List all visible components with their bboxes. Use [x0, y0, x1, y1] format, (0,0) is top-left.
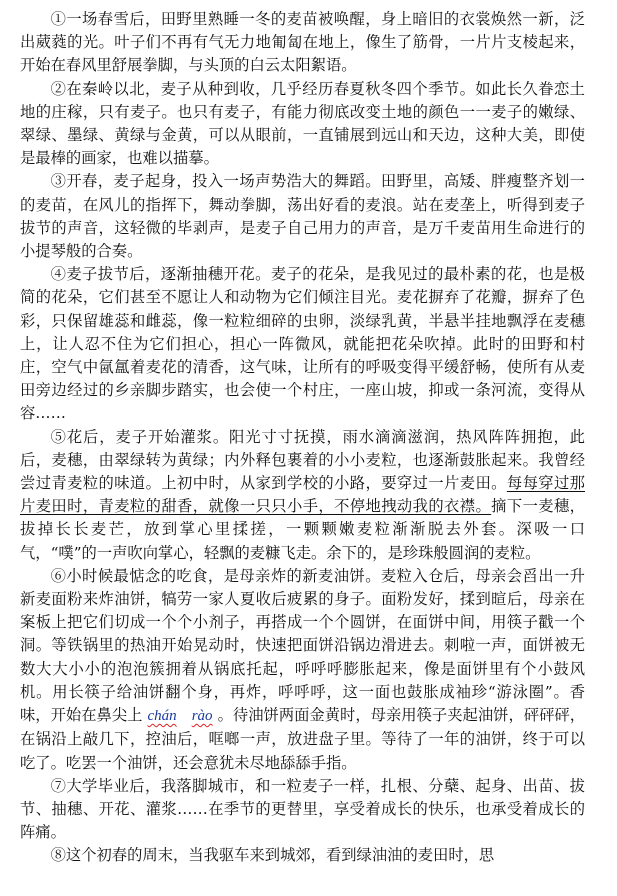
paragraph-number: ③	[50, 172, 67, 191]
paragraph-text: 在秦岭以北，麦子从种到收，几乎经历春夏秋冬四个季节。如此长久眷恋土地的庄稼，只有麦子。也只有麦子，有能力彻底改变土地的颜色一一麦子的嫩绿、翠绿、墨绿、黄绿与金黄，可以从眼前，一直铺展到远山和天边，这种大美，即使是最棒的画家，也难以描摹。	[20, 79, 585, 168]
paragraph-number: ⑦	[50, 776, 67, 795]
paragraph-text: 开春，麦子起身，投入一场声势浩大的舞蹈。田野里，高矮、胖瘦整齐划一的麦苗，在风儿的指挥下，舞动拳脚，荡出好看的麦浪。站在麦垄上，听得到麦子拔节的声音，这轻微的毕剥声，是麦子自己用力的声音，是万千麦苗用生命进行的小提琴般的合奏。	[20, 172, 585, 261]
paragraph-4	[20, 263, 585, 425]
paragraph-1	[20, 8, 585, 78]
paragraph-text: 这个初春的周末，当我驱车来到城郊，看到绿油油的麦田时，思	[65, 846, 495, 865]
paragraph-number: ⑥	[50, 566, 67, 585]
paragraph-text: 花后，麦子开始灌浆。阳光寸寸抚摸，雨水滴滴滋润，热风阵阵拥抱，此后，麦穗，由翠绿转为黄绿；内外释包裹着的小小麦粒，也逐渐鼓胀起来。我曾经尝过青麦粒的味道。上初中时，从家到学校的小路，要穿过一片麦田。	[20, 427, 585, 493]
paragraph-text: 大学毕业后，我落脚城市，和一粒麦子一样，扎根、分蘖、起身、出苗、拔节、抽穗、开花、灌浆……在季节的更替里，享受着成长的快乐，也承受着成长的阵痛。	[20, 776, 585, 842]
paragraph-3	[20, 170, 585, 263]
paragraph-number: ①	[50, 10, 67, 28]
paragraph-text-continued: 摘下一麦穗，拔掉长长麦芒，放到掌心里揉搓，一颗颗嫩麦粒渐渐脱去外套。深吸一口气，“噗”的一声吹向掌心，轻飘的麦糠飞走。余下的，是珍珠般圆润的麦粒。	[20, 497, 585, 562]
paragraph-7	[20, 775, 585, 845]
paragraph-text: 一场春雪后，田野里熟睡一冬的麦苗被唤醒，身上暗旧的衣裳焕然一新，泛出葳蕤的光。叶子们不再有气无力地匍匐在地上，像生了筋骨，一片片支棱起来，开始在春风里舒展拳脚，与头顶的白云太阳絮语。	[20, 10, 585, 75]
paragraph-6	[20, 565, 585, 775]
pinyin-syllable-1: chán	[147, 708, 177, 725]
pinyin-blank	[142, 708, 217, 724]
paragraph-8	[20, 844, 585, 867]
paragraph-2	[20, 78, 585, 171]
paragraph-number: ⑧	[50, 846, 66, 865]
paragraph-text: 小时候最惦念的吃食，是母亲炸的新麦油饼。麦粒入仓后，母亲会舀出一升新麦面粉来炸油饼，犒劳一家人夏收后疲累的身子。面粉发好，揉到暄后，母亲在案板上把它们切成一个个小剂子，再搭成一个个圆饼，在面饼中间，用筷子戳一个洞。等铁锅里的热油开始晃动时，快速把面饼沿锅边滑进去。刺啦一声，面饼被无数大大小小的泡泡簇拥着从锅底托起，呼呼呼膨胀起来，像是面饼里有个小鼓风机。用长筷子给油饼翻个身，再炸，呼呼呼，这一面也鼓胀成袖珍“游泳圈”。香味，开始在鼻尖上	[20, 566, 585, 725]
paragraph-5	[20, 426, 585, 565]
paragraph-number: ④	[50, 265, 67, 284]
paragraph-number: ②	[50, 79, 67, 98]
paragraph-text: 麦子拔节后，逐渐抽穗开花。麦子的花朵，是我见过的最朴素的花，也是极简的花朵，它们甚至不愿让人和动物为它们倾注目光。麦花摒弃了花瓣，摒弃了色彩，只保留雄蕊和雌蕊，像一粒粒细碎的虫卵，淡绿乳黄，半悬半挂地飘浮在麦穗上，让人忍不住为它们担心，担心一阵微风，就能把花朵吹掉。此时的田野和村庄，空气中氤氲着麦花的清香，这气味，让所有的呼吸变得平缓舒畅，使所有从麦田旁边经过的乡亲脚步踏实，也会使一个村庄，一座山坡，抑或一条河流，变得从容……	[20, 265, 585, 423]
paragraph-number: ⑤	[50, 427, 67, 446]
article-body	[20, 8, 585, 868]
paragraph-text-continued: 。待油饼两面金黄时，母亲用筷子夹起油饼，砰砰砰，在锅沿上敲几下，控油后，哐啷一声，放进盘子里。等待了一年的油饼，终于可以吃了。吃罢一个油饼，还会意犹未尽地舔舔手指。	[20, 706, 585, 772]
pinyin-syllable-2: rào	[191, 708, 213, 725]
underlined-sentence: 每每穿过那片麦田时，青麦粒的甜香，就像一只只小手，不停地拽动我的衣襟。	[20, 474, 585, 516]
